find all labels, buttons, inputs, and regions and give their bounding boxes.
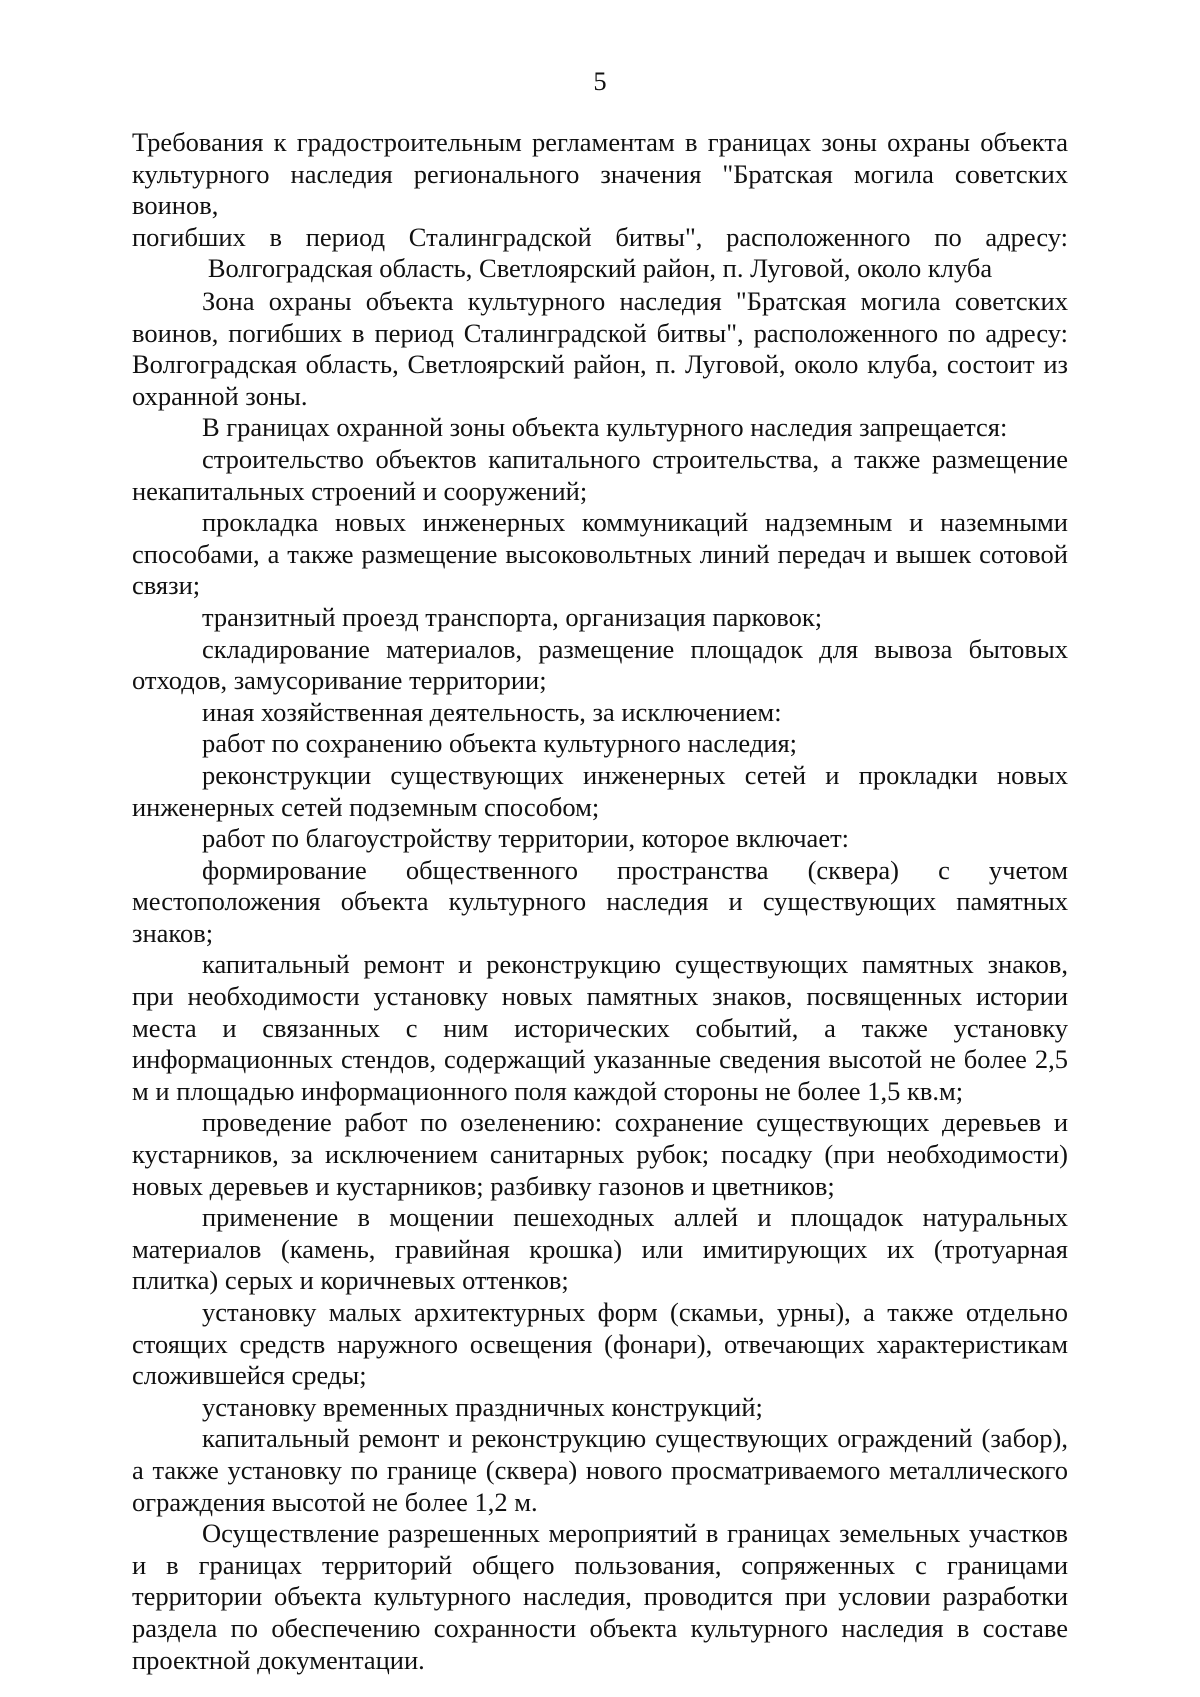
paragraph: работ по сохранению объекта культурного наследия;	[202, 728, 798, 759]
paragraph: формирование общественного пространства (сквера) с учетом местоположения объекта культурного наследия и существующих памятных знаков;	[132, 854, 1068, 948]
heading-line: погибших в период Сталинградской битвы", расположенного по адресу:	[132, 221, 1068, 252]
heading-line: Волгоградская область, Светлоярский район, п. Луговой, около клуба	[207, 253, 993, 284]
document-body	[132, 286, 1068, 1676]
paragraph: проведение работ по озеленению: сохранение существующих деревьев и кустарников, за исключением санитарных рубок; посадку (при необходимости) новых деревьев и кустарников; разбивку газонов и цветников;	[132, 1107, 1068, 1201]
paragraph: иная хозяйственная деятельность, за исключением:	[202, 696, 782, 727]
heading-line: культурного наследия регионального значения "Братская могила советских воинов,	[132, 158, 1068, 221]
heading-line: Требования к градостроительным регламентам в границах зоны охраны объекта	[132, 127, 1068, 157]
paragraph: реконструкции существующих инженерных сетей и прокладки новых инженерных сетей подземным способом;	[132, 759, 1068, 822]
paragraph: транзитный проезд транспорта, организация парковок;	[202, 601, 823, 632]
paragraph: складирование материалов, размещение площадок для вывоза бытовых отходов, замусоривание территории;	[132, 633, 1068, 696]
page-number: 5	[593, 66, 607, 96]
paragraph: В границах охранной зоны объекта культурного наследия запрещается:	[202, 412, 1008, 443]
paragraph: капитальный ремонт и реконструкцию существующих памятных знаков, при необходимости установку новых памятных знаков, посвященных истории места и связанных с ним исторических событий, а также установку информационных стендов, содержащий указанные сведения высотой не более 2,5 м и площадью информационного поля каждой стороны не более 1,5 кв.м;	[132, 949, 1068, 1106]
document-heading	[132, 127, 1068, 285]
paragraph: прокладка новых инженерных коммуникаций надземным и наземными способами, а также размещение высоковольтных линий передач и вышек сотовой связи;	[132, 507, 1068, 601]
paragraph: установку временных праздничных конструкций;	[202, 1391, 763, 1422]
paragraph: строительство объектов капитального строительства, а также размещение некапитальных строений и сооружений;	[132, 443, 1068, 506]
paragraph: применение в мощении пешеходных аллей и площадок натуральных материалов (камень, гравийная крошка) или имитирующих их (тротуарная плитка) серых и коричневых оттенков;	[132, 1202, 1068, 1296]
paragraph: капитальный ремонт и реконструкцию существующих ограждений (забор), а также установку по границе (сквера) нового просматриваемого металлического ограждения высотой не более 1,2 м.	[132, 1423, 1068, 1517]
paragraph: Зона охраны объекта культурного наследия "Братская могила советских воинов, погибших в период Сталинградской битвы", расположенного по адресу: Волгоградская область, Светлоярский район, п. Луговой, около клуба, состоит из охранной зоны.	[132, 286, 1068, 411]
paragraph: Осуществление разрешенных мероприятий в границах земельных участков и в границах территорий общего пользования, сопряженных с границами территории объекта культурного наследия, проводится при условии разработки раздела по обеспечению сохранности объекта культурного наследия в составе проектной документации.	[132, 1518, 1068, 1675]
paragraph: установку малых архитектурных форм (скамьи, урны), а также отдельно стоящих средств наружного освещения (фонари), отвечающих характеристикам сложившейся среды;	[132, 1297, 1068, 1391]
paragraph: работ по благоустройству территории, которое включает:	[202, 823, 850, 854]
